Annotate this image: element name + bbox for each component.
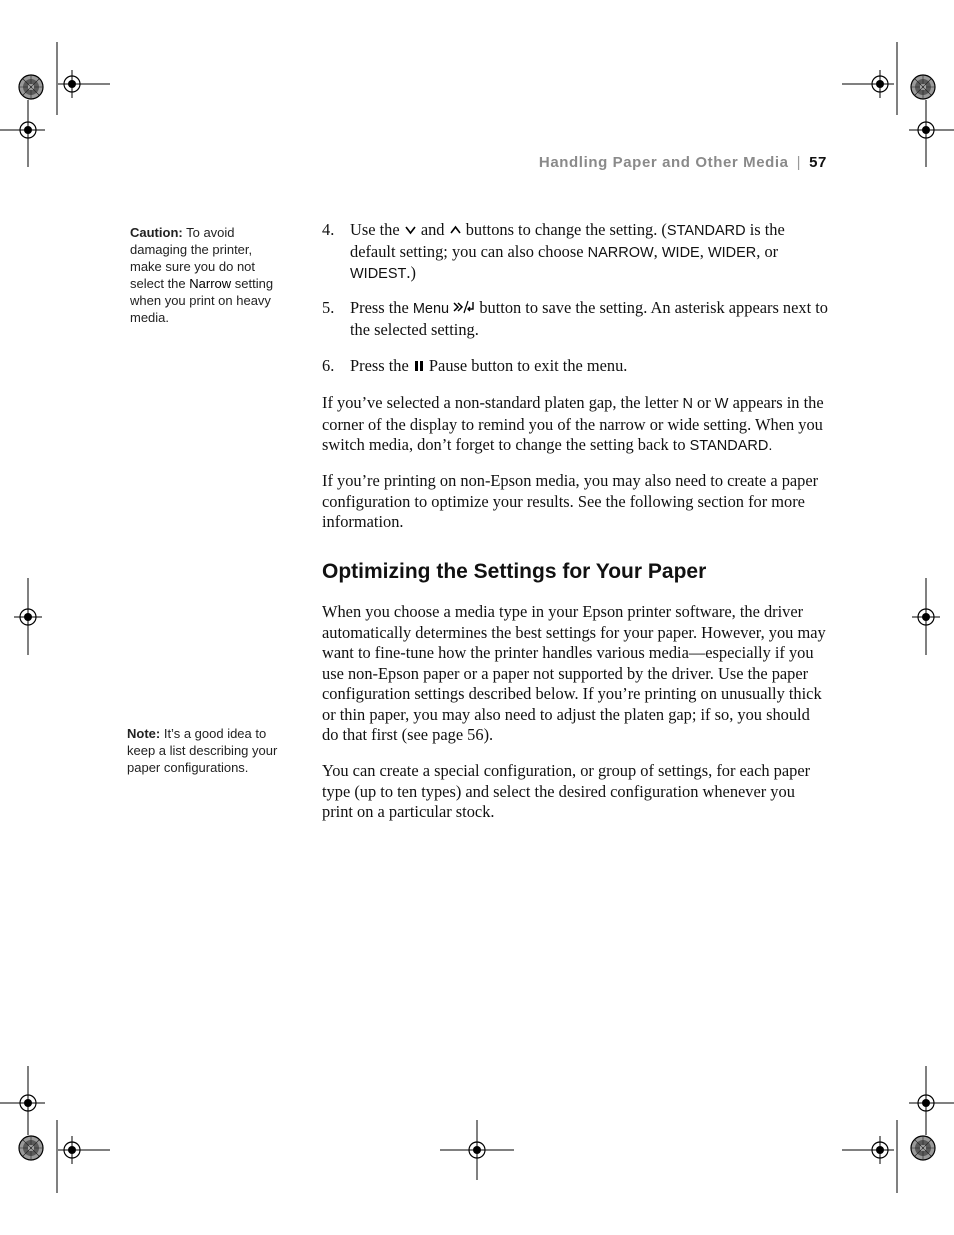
step-text-part: Press the bbox=[350, 356, 413, 375]
step-text-part: is the default setting; you can also choose bbox=[350, 220, 785, 261]
registration-mark-icon bbox=[866, 1136, 894, 1164]
menu-enter-icon bbox=[453, 300, 475, 314]
caution-text-1: To avoid damaging the printer, make sure you do not select the bbox=[130, 225, 256, 291]
color-target-icon bbox=[911, 1136, 935, 1160]
registration-mark-icon bbox=[14, 116, 42, 144]
step-text-part: Pause button to exit the menu. bbox=[424, 356, 628, 375]
platen-gap-paragraph bbox=[322, 393, 828, 457]
registration-mark-icon bbox=[912, 1089, 940, 1117]
setting-narrow: NARROW bbox=[587, 244, 654, 261]
header-section-title: Handling Paper and Other Media bbox=[538, 154, 789, 171]
media-type-paragraph: When you choose a media type in your Epson printer software, the driver automatically determines the best settings for your paper. However, you may want to fine-tune how the printer handles various media—especially if you use non-Epson paper or a paper not supported by the driver. Use the paper configuration settings described below. If you’re printing on unusually thick or thin paper, you may also need to adjust the platen gap; if so, you should do that first (see page 56). bbox=[322, 602, 826, 744]
para-text: or bbox=[692, 393, 715, 412]
registration-mark-icon bbox=[866, 70, 894, 98]
step-text bbox=[350, 220, 828, 285]
running-header bbox=[539, 154, 827, 171]
registration-mark-icon bbox=[58, 70, 86, 98]
registration-mark-icon bbox=[14, 1089, 42, 1117]
para-text: appears in the corner of the display to remind you of the narrow or wide setting. When you switch media, don’t forget to change the setting back to bbox=[322, 393, 824, 454]
step-text-part: and bbox=[416, 220, 449, 239]
color-target-icon bbox=[911, 75, 935, 99]
registration-mark-icon bbox=[463, 1136, 491, 1164]
setting-standard: STANDARD bbox=[666, 223, 746, 239]
setting-wider: WIDER bbox=[707, 244, 757, 261]
step-5 bbox=[322, 298, 828, 340]
step-number: 6. bbox=[322, 356, 335, 375]
chevron-up-icon bbox=[449, 224, 462, 236]
caution-note bbox=[130, 224, 278, 326]
color-target-icon bbox=[19, 75, 43, 99]
step-text-part: buttons to change the setting. ( bbox=[461, 220, 667, 239]
note-text: It’s a good idea to keep a list describing your paper configurations. bbox=[127, 726, 278, 775]
step-text-part: , or bbox=[756, 241, 779, 261]
para-text: If you’ve selected a non-standard platen gap, the letter bbox=[322, 393, 683, 412]
caution-label: Caution: bbox=[130, 225, 183, 240]
registration-mark-icon bbox=[14, 603, 42, 631]
step-text bbox=[350, 356, 828, 377]
step-text-part: , bbox=[653, 241, 662, 261]
letter-w: W bbox=[714, 396, 729, 412]
registration-mark-icon bbox=[912, 603, 940, 631]
step-number: 4. bbox=[322, 220, 335, 239]
page-number: 57 bbox=[809, 154, 827, 171]
step-text-part: .) bbox=[406, 263, 416, 282]
step-number: 5. bbox=[322, 298, 335, 317]
registration-mark-icon bbox=[912, 116, 940, 144]
step-text-part: Use the bbox=[350, 220, 404, 239]
menu-button-label: Menu bbox=[412, 301, 450, 317]
step-text-part: Press the bbox=[350, 298, 413, 317]
step-4 bbox=[322, 220, 828, 285]
setting-wide: WIDE bbox=[661, 244, 700, 261]
step-text bbox=[350, 298, 828, 340]
chevron-down-icon bbox=[404, 224, 417, 236]
caution-text-2: setting when you print on heavy media. bbox=[130, 276, 274, 325]
note-sidebar bbox=[127, 725, 289, 776]
non-epson-paragraph: If you’re printing on non-Epson media, you may also need to create a paper configuration to optimize your results. See the following section for more information. bbox=[322, 471, 819, 531]
color-target-icon bbox=[19, 1136, 43, 1160]
step-text-part: , bbox=[699, 241, 708, 261]
note-label: Note: bbox=[127, 726, 161, 741]
section-heading: Optimizing the Settings for Your Paper bbox=[322, 560, 707, 583]
registration-mark-icon bbox=[58, 1136, 86, 1164]
configuration-paragraph: You can create a special configuration, or group of settings, for each paper type (up to ten types) and select the desired configuration whenever you print on a particular stock. bbox=[322, 761, 811, 821]
step-text-part: button to save the setting. An asterisk appears next to the selected setting. bbox=[350, 298, 829, 339]
header-separator: | bbox=[796, 154, 802, 171]
letter-n: N bbox=[682, 396, 693, 412]
setting-widest: WIDEST bbox=[350, 266, 407, 282]
caution-setting: Narrow bbox=[189, 276, 232, 291]
pause-icon bbox=[413, 360, 425, 372]
setting-standard: STANDARD. bbox=[689, 438, 773, 454]
step-6 bbox=[322, 356, 828, 377]
